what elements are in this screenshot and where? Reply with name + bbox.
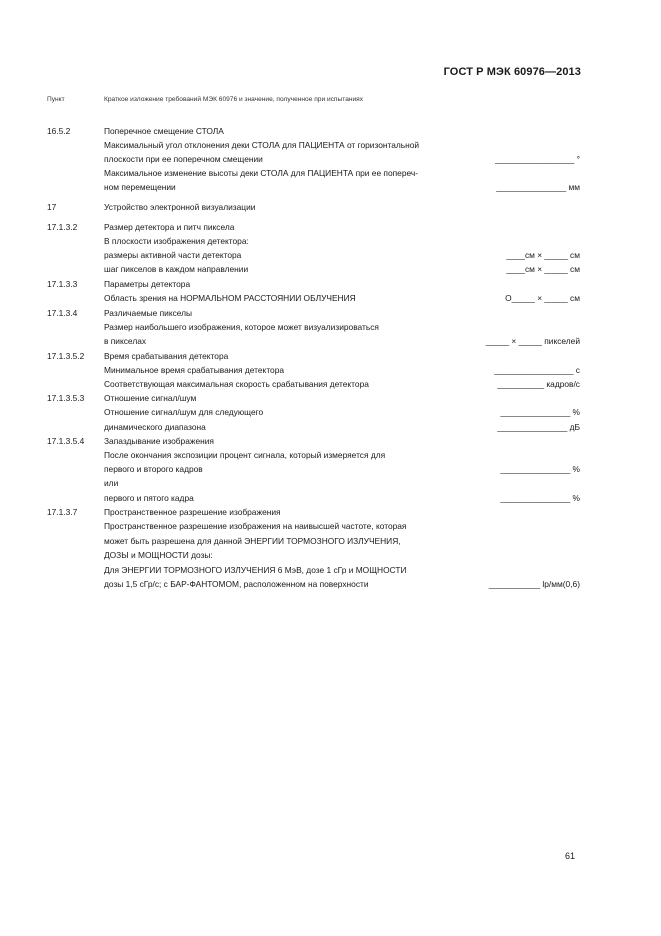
requirement-text: Область зрения на НОРМАЛЬНОМ РАССТОЯНИИ ОБЛУЧЕНИЯ [104, 293, 356, 303]
requirement-text: ДОЗЫ и МОЩНОСТИ дозы: [104, 550, 213, 560]
requirement-text: В плоскости изображения детектора: [104, 236, 249, 246]
list-item [0, 377, 661, 391]
value-field: __________ кадров/с [497, 379, 580, 389]
clause-number: 17.1.3.5.3 [47, 393, 85, 403]
requirement-text: Различаемые пикселы [104, 308, 193, 318]
list-item [0, 234, 661, 248]
list-item [0, 491, 661, 505]
list-item [0, 262, 661, 276]
value-field: ____см × _____ см [506, 250, 580, 260]
clause-number: 17.1.3.4 [47, 308, 78, 318]
requirement-text: ном перемещении [104, 182, 176, 192]
list-item [0, 306, 661, 320]
requirement-text: Время срабатывания детектора [104, 351, 229, 361]
list-item [0, 448, 661, 462]
requirement-text: Размер детектора и питч пиксела [104, 222, 235, 232]
list-item [0, 434, 661, 448]
list-item [0, 138, 661, 152]
requirement-text: После окончания экспозиции процент сигнала, который измеряется для [104, 450, 386, 460]
requirement-text: Параметры детектора [104, 279, 191, 289]
column-header-summary: Краткое изложение требований МЭК 60976 и значение, полученное при испытаниях [104, 96, 364, 103]
requirement-text: Размер наибольшего изображения, которое может визуализироваться [104, 322, 379, 332]
list-item [0, 152, 661, 166]
requirement-text: Максимальное изменение высоты деки СТОЛА для ПАЦИЕНТА при ее попереч- [104, 168, 419, 178]
clause-number: 17 [47, 202, 57, 212]
column-header-clause: Пункт [47, 96, 65, 103]
requirement-text: дозы 1,5 сГр/с; с БАР-ФАНТОМОМ, расположенном на поверхности [104, 579, 369, 589]
list-item [0, 548, 661, 562]
value-field: ____см × _____ см [506, 264, 580, 274]
list-item [0, 124, 661, 138]
list-item [0, 277, 661, 291]
requirement-text: шаг пикселов в каждом направлении [104, 264, 249, 274]
clause-number: 17.1.3.5.2 [47, 351, 85, 361]
list-item [0, 320, 661, 334]
value-field: _______________ % [500, 464, 580, 474]
value-field: _______________ дБ [497, 422, 580, 432]
list-item [0, 563, 661, 577]
clause-number: 17.1.3.7 [47, 507, 78, 517]
list-item [0, 180, 661, 194]
requirement-text: Устройство электронной визуализации [104, 202, 256, 212]
requirement-text: Поперечное смещение СТОЛА [104, 126, 224, 136]
list-item [0, 391, 661, 405]
list-item [0, 166, 661, 180]
document-header: ГОСТ Р МЭК 60976—2013 [443, 66, 581, 78]
requirement-text: или [104, 478, 119, 488]
list-item [0, 534, 661, 548]
list-item [0, 291, 661, 305]
list-item [0, 519, 661, 533]
value-field: _______________ % [500, 407, 580, 417]
requirement-text: в пикселах [104, 336, 147, 346]
list-item [0, 577, 661, 591]
list-item [0, 405, 661, 419]
requirement-text: первого и второго кадров [104, 464, 203, 474]
requirement-text: Минимальное время срабатывания детектора [104, 365, 285, 375]
value-field: _________________ с [494, 365, 580, 375]
list-item [0, 200, 661, 214]
requirement-text: Отношение сигнал/шум для следующего [104, 407, 264, 417]
clause-number: 17.1.3.2 [47, 222, 78, 232]
clause-number: 17.1.3.3 [47, 279, 78, 289]
list-item [0, 462, 661, 476]
clause-number: 16.5.2 [47, 126, 71, 136]
requirement-text: Для ЭНЕРГИИ ТОРМОЗНОГО ИЗЛУЧЕНИЯ 6 МэВ, дозе 1 сГр и МОЩНОСТИ [104, 565, 407, 575]
requirement-text: Максимальный угол отклонения деки СТОЛА для ПАЦИЕНТА от горизонтальной [104, 140, 420, 150]
list-item [0, 363, 661, 377]
list-item [0, 349, 661, 363]
requirement-text: первого и пятого кадра [104, 493, 194, 503]
value-field: О_____ × _____ см [505, 293, 580, 303]
list-item [0, 476, 661, 490]
requirement-text: плоскости при ее поперечном смещении [104, 154, 263, 164]
value-field: _____ × _____ пикселей [485, 336, 580, 346]
list-item [0, 334, 661, 348]
value-field: ___________ lp/мм(0,6) [488, 579, 580, 589]
requirement-text: Отношение сигнал/шум [104, 393, 197, 403]
requirement-text: размеры активной части детектора [104, 250, 242, 260]
requirement-text: Соответствующая максимальная скорость срабатывания детектора [104, 379, 369, 389]
requirement-text: Пространственное разрешение изображения на наивысшей частоте, которая [104, 521, 407, 531]
list-item [0, 220, 661, 234]
requirement-text: динамического диапазона [104, 422, 206, 432]
requirement-text: Пространственное разрешение изображения [104, 507, 281, 517]
requirement-text: Запаздывание изображения [104, 436, 214, 446]
clause-number: 17.1.3.5.4 [47, 436, 85, 446]
value-field: _________________ ° [495, 154, 580, 164]
value-field: _______________ мм [496, 182, 580, 192]
list-item [0, 505, 661, 519]
list-item [0, 248, 661, 262]
requirement-text: может быть разрешена для данной ЭНЕРГИИ ТОРМОЗНОГО ИЗЛУЧЕНИЯ, [104, 536, 401, 546]
value-field: _______________ % [500, 493, 580, 503]
list-item [0, 420, 661, 434]
page-number: 61 [564, 851, 575, 861]
